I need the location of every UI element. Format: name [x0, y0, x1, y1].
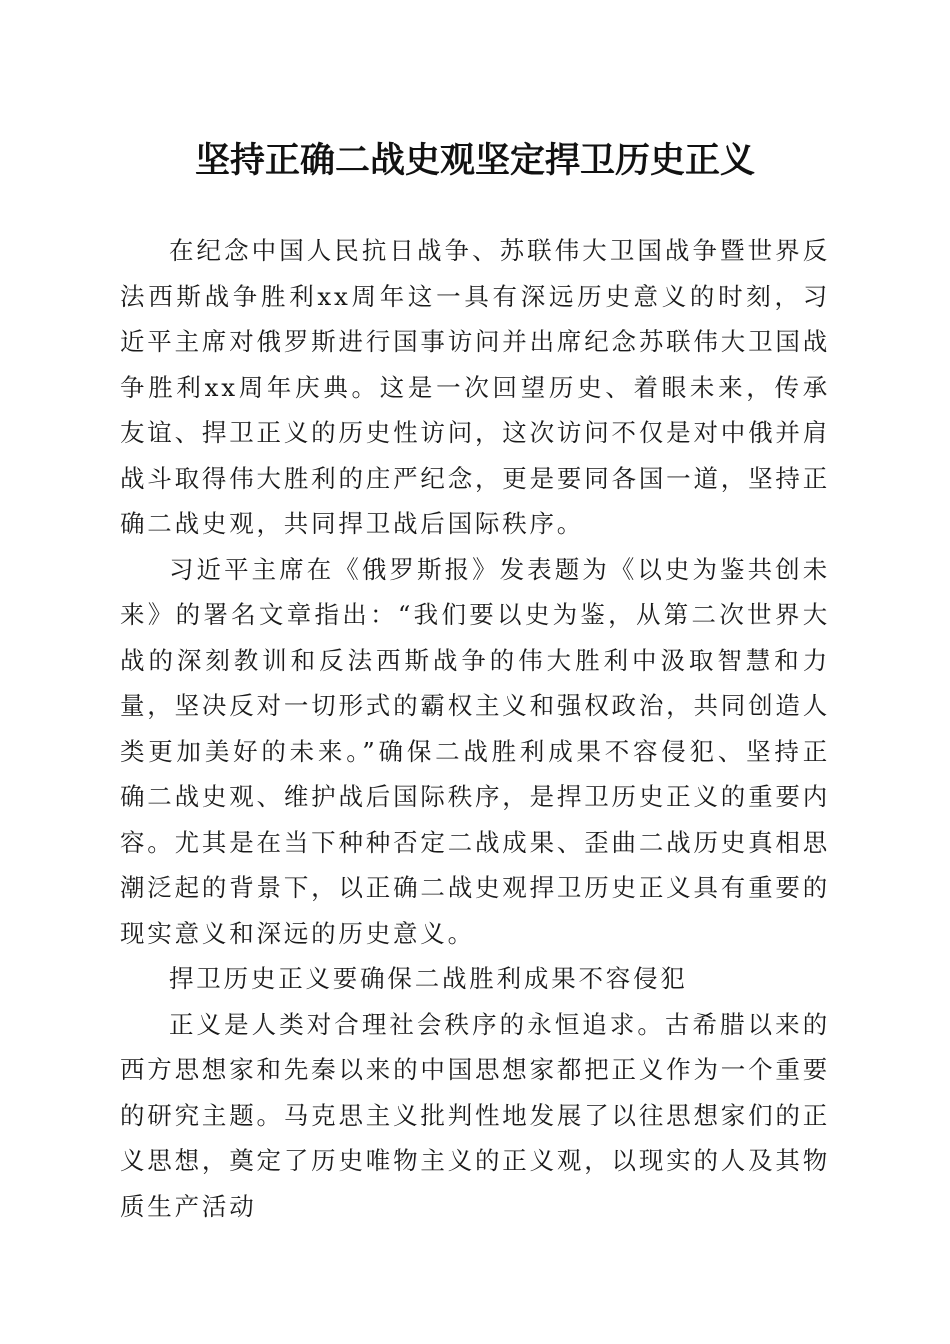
document-title: 坚持正确二战史观坚定捍卫历史正义: [194, 140, 755, 181]
paragraph-justice: 正义是人类对合理社会秩序的永恒追求。古希腊以来的西方思想家和先秦以来的中国思想家都把正义作为一个重要的研究主题。马克思主义批判性地发展了以往思想家们的正义思想，奠定了历史唯物主义的正义观，以现实的人及其物质生产活动: [120, 1009, 830, 1221]
document-body: [120, 228, 830, 1229]
paragraph-article-quote: 习近平主席在《俄罗斯报》发表题为《以史为鉴共创未来》的署名文章指出：“我们要以史为鉴，从第二次世界大战的深刻教训和反法西斯战争的伟大胜利中汲取智慧和力量，坚决反对一切形式的霸权主义和强权政治，共同创造人类更加美好的未来。”确保二战胜利成果不容侵犯、坚持正确二战史观、维护战后国际秩序，是捍卫历史正义的重要内容。尤其是在当下种种否定二战成果、歪曲二战历史真相思潮泛起的背景下，以正确二战史观捍卫历史正义具有重要的现实意义和深远的历史意义。: [120, 554, 830, 948]
paragraph-intro: 在纪念中国人民抗日战争、苏联伟大卫国战争暨世界反法西斯战争胜利xx周年这一具有深远历史意义的时刻，习近平主席对俄罗斯进行国事访问并出席纪念苏联伟大卫国战争胜利xx周年庆典。这是一次回望历史、着眼未来，传承友谊、捍卫正义的历史性访问，这次访问不仅是对中俄并肩战斗取得伟大胜利的庄严纪念，更是要同各国一道，坚持正确二战史观，共同捍卫战后国际秩序。: [120, 236, 830, 538]
section-heading: 捍卫历史正义要确保二战胜利成果不容侵犯: [169, 964, 688, 993]
